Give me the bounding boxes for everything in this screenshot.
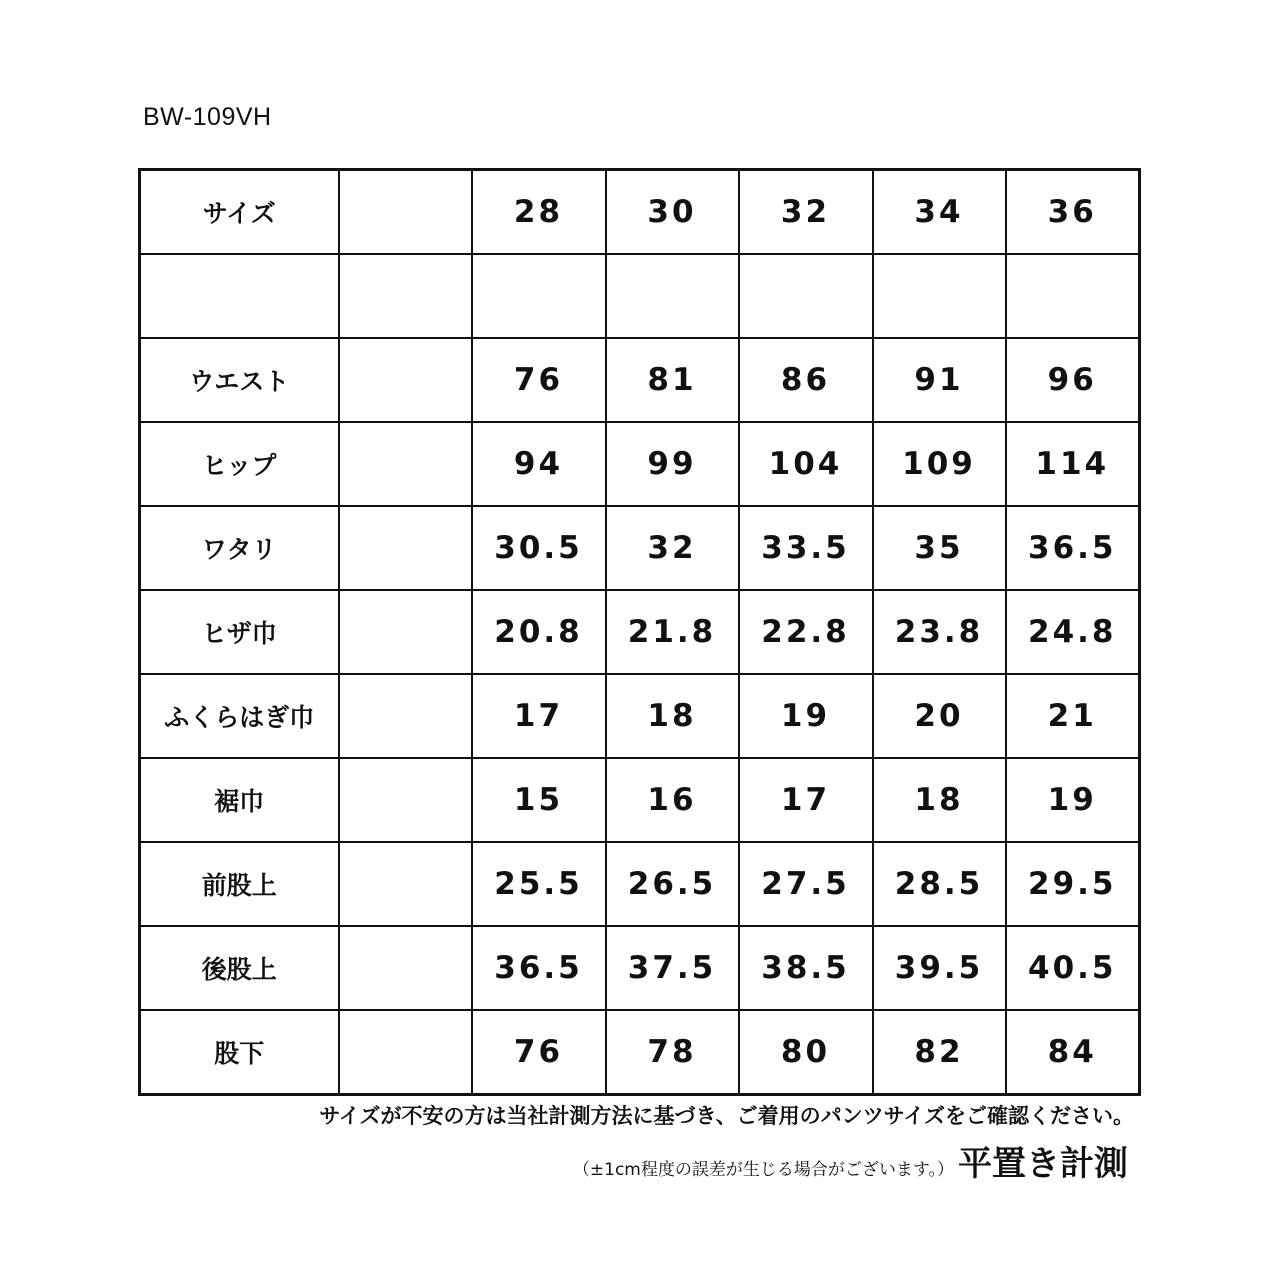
measurement-value: 35: [873, 506, 1006, 590]
measurement-row: [140, 842, 1140, 926]
measurement-value: 37.5: [606, 926, 739, 1010]
measurement-value: 76: [472, 1010, 606, 1095]
blank-cell: [339, 674, 472, 758]
size-table: [138, 168, 1141, 1096]
measurement-value: 24.8: [1006, 590, 1140, 674]
measurement-value: 20: [873, 674, 1006, 758]
measurement-row: [140, 254, 1140, 338]
measurement-value: [739, 254, 873, 338]
measurement-label: [140, 254, 339, 338]
measurement-value: 96: [1006, 338, 1140, 422]
measurement-label: 前股上: [140, 842, 339, 926]
measurement-value: 78: [606, 1010, 739, 1095]
measurement-value: 114: [1006, 422, 1140, 506]
measurement-value: [873, 254, 1006, 338]
blank-cell: [339, 1010, 472, 1095]
size-note: サイズが不安の方は当社計測方法に基づき、ご着用のパンツサイズをご確認ください。: [319, 1104, 1134, 1128]
size-cell: 30: [606, 170, 739, 255]
measurement-value: 18: [606, 674, 739, 758]
measurement-row: [140, 674, 1140, 758]
measurement-value: 17: [739, 758, 873, 842]
measurement-value: 20.8: [472, 590, 606, 674]
measurement-value: 15: [472, 758, 606, 842]
measurement-label: ワタリ: [140, 506, 339, 590]
measurement-value: 94: [472, 422, 606, 506]
blank-cell: [339, 926, 472, 1010]
measurement-value: 17: [472, 674, 606, 758]
measurement-value: 23.8: [873, 590, 1006, 674]
blank-cell: [339, 590, 472, 674]
measurement-label: ヒップ: [140, 422, 339, 506]
measurement-label: ウエスト: [140, 338, 339, 422]
measurement-value: 104: [739, 422, 873, 506]
blank-cell: [339, 506, 472, 590]
measurement-label: ふくらはぎ巾: [140, 674, 339, 758]
measurement-value: 82: [873, 1010, 1006, 1095]
blank-cell: [339, 758, 472, 842]
measurement-value: 36.5: [472, 926, 606, 1010]
measurement-row: [140, 926, 1140, 1010]
measurement-value: 38.5: [739, 926, 873, 1010]
size-header-label: サイズ: [140, 170, 339, 255]
measurement-method: 平置き計測: [958, 1144, 1128, 1184]
measurement-value: 36.5: [1006, 506, 1140, 590]
measurement-value: 29.5: [1006, 842, 1140, 926]
measurement-value: 16: [606, 758, 739, 842]
measurement-label: 後股上: [140, 926, 339, 1010]
blank-cell: [339, 422, 472, 506]
size-cell: 36: [1006, 170, 1140, 255]
product-code: BW-109VH: [143, 103, 272, 131]
measurement-value: 19: [739, 674, 873, 758]
measurement-label: 裾巾: [140, 758, 339, 842]
blank-cell: [339, 254, 472, 338]
measurement-value: 91: [873, 338, 1006, 422]
measurement-value: 18: [873, 758, 1006, 842]
measurement-row: [140, 758, 1140, 842]
measurement-row: [140, 590, 1140, 674]
blank-cell: [339, 338, 472, 422]
measurement-value: 109: [873, 422, 1006, 506]
measurement-row: [140, 1010, 1140, 1095]
measurement-value: 26.5: [606, 842, 739, 926]
measurement-value: 30.5: [472, 506, 606, 590]
size-cell: 32: [739, 170, 873, 255]
measurement-value: 22.8: [739, 590, 873, 674]
measurement-value: 86: [739, 338, 873, 422]
measurement-value: 84: [1006, 1010, 1140, 1095]
measurement-value: 81: [606, 338, 739, 422]
measurement-note: [573, 1136, 1128, 1185]
measurement-value: 25.5: [472, 842, 606, 926]
blank-cell: [339, 170, 472, 255]
measurement-value: 32: [606, 506, 739, 590]
measurement-value: [1006, 254, 1140, 338]
measurement-value: 99: [606, 422, 739, 506]
measurement-value: 76: [472, 338, 606, 422]
measurement-value: 40.5: [1006, 926, 1140, 1010]
measurement-value: 27.5: [739, 842, 873, 926]
measurement-value: 21.8: [606, 590, 739, 674]
size-header-row: [140, 170, 1140, 255]
measurement-label: 股下: [140, 1010, 339, 1095]
measurement-value: 39.5: [873, 926, 1006, 1010]
measurement-row: [140, 422, 1140, 506]
measurement-value: [606, 254, 739, 338]
measurement-row: [140, 338, 1140, 422]
measurement-value: 19: [1006, 758, 1140, 842]
measurement-value: 33.5: [739, 506, 873, 590]
size-cell: 34: [873, 170, 1006, 255]
tolerance-note: （±1cm程度の誤差が生じる場合がございます。）: [572, 1160, 954, 1180]
measurement-value: 28.5: [873, 842, 1006, 926]
measurement-value: [472, 254, 606, 338]
measurement-value: 21: [1006, 674, 1140, 758]
size-cell: 28: [472, 170, 606, 255]
measurement-row: [140, 506, 1140, 590]
measurement-label: ヒザ巾: [140, 590, 339, 674]
measurement-value: 80: [739, 1010, 873, 1095]
blank-cell: [339, 842, 472, 926]
